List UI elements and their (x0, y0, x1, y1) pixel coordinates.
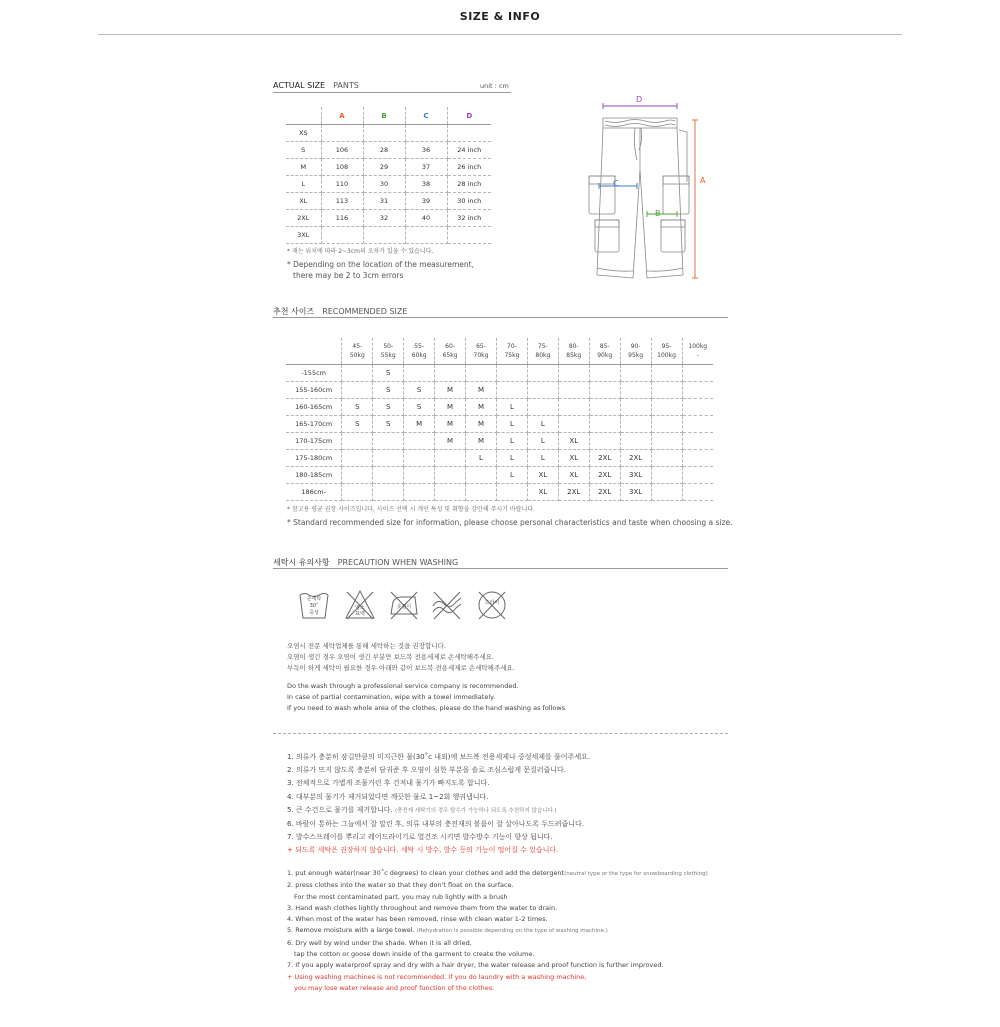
actual-size-table (286, 107, 491, 244)
washing-step-en: 3. Hand wash clothes lightly throughout and remove them from the water to drain. (287, 903, 558, 912)
weight-header-line: 60kg (411, 352, 427, 359)
weight-header-line: 55kg (380, 352, 396, 359)
size-value (363, 125, 405, 142)
rec-size-cell: M (466, 433, 497, 450)
rec-size-cell: M (466, 416, 497, 433)
height-label: 186cm- (286, 484, 342, 501)
weight-header (342, 338, 373, 365)
size-value: 106 (321, 142, 363, 159)
rec-size-cell: M (435, 433, 466, 450)
rec-header-blank (286, 338, 342, 365)
size-column-header: B (363, 107, 405, 125)
no-wring-icon (430, 588, 464, 622)
rec-size-cell (651, 433, 682, 450)
rec-size-cell: S (342, 399, 373, 416)
washing-separator (273, 733, 728, 734)
weight-header-line: 90- (630, 343, 641, 350)
size-column-header: C (405, 107, 447, 125)
rec-size-cell (558, 399, 589, 416)
size-value: 113 (321, 193, 363, 210)
weight-header (404, 338, 435, 365)
height-label: -155cm (286, 365, 342, 382)
weight-header-line: - (696, 352, 699, 359)
no-chlorine-bleach-icon (343, 588, 377, 622)
washing-step-kr: 3. 전체적으로 가볍게 조물거린 후 건져내 물기가 빠지도록 합니다. (287, 779, 490, 788)
weight-header (527, 338, 558, 365)
rec-size-cell (589, 382, 620, 399)
washing-intro-en-line: If you need to wash whole area of the clothes, please do the hand washing as follows (287, 704, 566, 712)
weight-header (620, 338, 651, 365)
hand-wash-label-1: 손세탁 (306, 596, 322, 602)
rec-size-cell: S (404, 399, 435, 416)
weight-header-line: 45- (352, 343, 363, 350)
rec-size-cell (651, 467, 682, 484)
washing-steps-kr (287, 751, 590, 858)
rec-size-cell: XL (527, 484, 558, 501)
rec-size-cell (466, 467, 497, 484)
size-note-en (287, 259, 474, 281)
rec-size-cell (527, 382, 558, 399)
size-note-en-line1: * Depending on the location of the measurement, (287, 260, 474, 269)
rec-size-cell (589, 433, 620, 450)
size-value: 26 inch (447, 159, 491, 176)
dry-clean-label-1: 드라이 (484, 600, 500, 606)
no-dry-clean-icon (475, 588, 509, 622)
size-row (286, 142, 491, 159)
height-label: 160-165cm (286, 399, 342, 416)
rec-size-cell (682, 484, 713, 501)
size-value: 28 (363, 142, 405, 159)
rec-size-cell: S (373, 399, 404, 416)
rec-size-cell: L (496, 450, 527, 467)
weight-header-line: 85kg (566, 352, 582, 359)
rec-size-cell: L (496, 416, 527, 433)
actual-size-title (273, 81, 359, 90)
size-value: 31 (363, 193, 405, 210)
rec-row (286, 399, 713, 416)
rec-size-cell: M (435, 399, 466, 416)
rec-size-cell (651, 399, 682, 416)
washing-step-kr-5 (287, 804, 590, 818)
rec-size-cell: L (527, 416, 558, 433)
height-label: 165-170cm (286, 416, 342, 433)
washing-step-kr: 2. 의류가 뜨지 않도록 충분히 담궈준 후 오염이 심한 부분을 솔로 조심스럽게 문질러줍니다. (287, 766, 567, 775)
size-value: 108 (321, 159, 363, 176)
size-value: 24 inch (447, 142, 491, 159)
diagram-label-a: A (700, 176, 706, 185)
rec-size-cell: S (404, 382, 435, 399)
weight-header-line: 95kg (628, 352, 644, 359)
weight-header-line: 90kg (597, 352, 613, 359)
washing-step-en: For the most contaminated part, you may rub lightly with a brush (294, 892, 508, 901)
actual-size-subtitle: PANTS (333, 81, 359, 90)
rec-size-cell (682, 467, 713, 484)
rec-row (286, 467, 713, 484)
rec-size-cell (620, 399, 651, 416)
washing-intro-kr-line: 부득이 하게 세탁이 필요한 경우 아래와 같이 보드복 전용세제로 손세탁해주세요. (287, 664, 515, 672)
iron-label-1: 옷걸이 (396, 604, 412, 610)
rec-size-cell (527, 365, 558, 382)
size-note-en-line2: there may be 2 to 3cm errors (293, 271, 404, 280)
rec-size-cell (404, 365, 435, 382)
weight-header-line: 70kg (473, 352, 489, 359)
height-label: 170-175cm (286, 433, 342, 450)
rec-size-cell: 3XL (620, 484, 651, 501)
rec-size-cell (373, 450, 404, 467)
rec-size-cell: XL (558, 433, 589, 450)
size-value (321, 125, 363, 142)
size-label: M (286, 159, 321, 176)
size-value (405, 125, 447, 142)
rec-row (286, 365, 713, 382)
washing-step-en: 2. press clothes into the water so that they don't float on the surface. (287, 881, 514, 890)
size-row (286, 125, 491, 142)
rec-size-cell (558, 365, 589, 382)
weight-header-line: 75- (537, 343, 548, 350)
rec-size-cell: L (466, 450, 497, 467)
rec-size-cell: XL (558, 467, 589, 484)
rec-size-cell (435, 467, 466, 484)
size-value: 37 (405, 159, 447, 176)
rec-size-cell (373, 433, 404, 450)
washing-warning-en-2: you may lose water release and proof function of the clothes. (294, 983, 495, 992)
rec-size-cell: 2XL (620, 450, 651, 467)
size-value: 29 (363, 159, 405, 176)
weight-header-line: 100kg (688, 343, 708, 350)
size-value (363, 227, 405, 244)
rec-size-cell: L (496, 399, 527, 416)
rec-size-cell (435, 484, 466, 501)
size-value (405, 227, 447, 244)
rec-size-cell (651, 484, 682, 501)
size-label: S (286, 142, 321, 159)
size-value: 116 (321, 210, 363, 227)
weight-header-line: 65kg (442, 352, 458, 359)
hand-wash-label-2: 30˚ (309, 603, 319, 609)
size-label: 2XL (286, 210, 321, 227)
rec-size-cell (651, 416, 682, 433)
washing-step-en: 6. Dry well by wind under the shade. When it is all dried, (287, 938, 472, 947)
bleach-label-1: 염소 (355, 605, 365, 611)
height-label: 175-180cm (286, 450, 342, 467)
hand-wash-label-3: 중성 (309, 610, 319, 616)
rec-size-cell (620, 382, 651, 399)
recommended-note-en: * Standard recommended size for information, please choose personal characteristics and taste when choosing a size. (287, 518, 733, 527)
rec-size-cell (466, 484, 497, 501)
size-value: 39 (405, 193, 447, 210)
size-value (447, 227, 491, 244)
rec-size-cell (620, 416, 651, 433)
size-value (321, 227, 363, 244)
washing-step-kr: 1. 의류가 충분히 잠길만큼의 미지근한 물(30˚c 내외)에 보드복 전용세제나 중성세제를 풀어주세요. (287, 753, 591, 761)
rec-size-cell (342, 382, 373, 399)
weight-header-line: 100kg (657, 352, 676, 359)
rec-size-cell (682, 399, 713, 416)
rec-size-cell: M (466, 382, 497, 399)
actual-size-heading: ACTUAL SIZE (273, 81, 326, 90)
rec-size-cell: S (373, 416, 404, 433)
weight-header-line: 70- (507, 343, 517, 350)
rec-size-cell (466, 365, 497, 382)
rec-size-cell (342, 484, 373, 501)
size-column-header: A (321, 107, 363, 125)
rec-size-cell (342, 365, 373, 382)
size-value: 110 (321, 176, 363, 193)
rec-size-cell: M (466, 399, 497, 416)
size-value: 32 inch (447, 210, 491, 227)
pants-diagram (575, 90, 715, 290)
washing-step-kr-5-note: (충전재 세탁기의 경우 탈수가 가능하나 되도록 추천하지 않습니다.) (394, 807, 557, 814)
rec-size-cell (682, 382, 713, 399)
size-row (286, 159, 491, 176)
washing-intro-en-line: In case of partial contamination, wipe with a towel immediately. (287, 693, 496, 701)
diagram-label-d: D (636, 95, 643, 104)
washing-step-en-1 (287, 868, 708, 880)
header-divider (98, 34, 902, 35)
rec-size-cell: L (496, 433, 527, 450)
rec-row (286, 416, 713, 433)
washing-step-en: 4. When most of the water has been removed, rinse with clean water 1-2 times. (287, 915, 548, 924)
rec-size-cell: L (527, 433, 558, 450)
weight-header-line: 80kg (535, 352, 551, 359)
washing-steps-en (287, 868, 708, 994)
rec-size-cell (404, 467, 435, 484)
bleach-label-2: 표백 (355, 611, 365, 617)
rec-size-cell (496, 365, 527, 382)
recommended-note-kr: * 참고용 평균 권장 사이즈입니다, 사이즈 선택 시 개인 특성 및 취향을 감안해 주시기 바랍니다. (287, 506, 535, 513)
size-value: 36 (405, 142, 447, 159)
weight-header (496, 338, 527, 365)
size-value: 40 (405, 210, 447, 227)
size-label: 3XL (286, 227, 321, 244)
rec-size-cell (589, 399, 620, 416)
washing-step-en-5-note: (Rehydration is possible depending on the type of washing machine.) (416, 928, 608, 935)
rec-size-cell (404, 484, 435, 501)
rec-size-cell (620, 365, 651, 382)
washing-intro-kr (287, 641, 515, 674)
recommended-size-table (286, 338, 713, 501)
weight-header (682, 338, 713, 365)
height-label: 155-160cm (286, 382, 342, 399)
washing-step-en-1-text: 1. put enough water(near 30˚c degrees) to clean your clothes and add the detergent (287, 869, 565, 877)
rec-size-cell (651, 365, 682, 382)
size-label: L (286, 176, 321, 193)
rec-row (286, 484, 713, 501)
hand-wash-30-icon (297, 588, 331, 622)
size-value: 28 inch (447, 176, 491, 193)
rec-size-cell (651, 450, 682, 467)
diagram-label-b: B (655, 209, 661, 218)
washing-step-en-5-text: 5. Remove moisture with a large towel. (287, 926, 415, 935)
weight-header (651, 338, 682, 365)
washing-step-kr-5-text: 5. 큰 수건으로 물기를 제거합니다. (287, 805, 393, 814)
weight-header-line: 60- (445, 343, 455, 350)
recommended-heading-kr: 추천 사이즈 (273, 307, 315, 316)
weight-header (589, 338, 620, 365)
rec-size-cell: L (527, 450, 558, 467)
rec-size-cell: S (373, 382, 404, 399)
rec-size-cell (589, 365, 620, 382)
rec-size-cell (558, 382, 589, 399)
rec-row (286, 450, 713, 467)
washing-step-en: tap the cotton or goose down inside of the garment to create the volume. (294, 950, 535, 959)
rec-size-cell (651, 382, 682, 399)
size-value: 32 (363, 210, 405, 227)
diagram-label-c: C (613, 179, 619, 188)
rec-size-cell (682, 365, 713, 382)
weight-header (558, 338, 589, 365)
rec-size-cell (620, 433, 651, 450)
washing-step-en-1-note: (neutral type or the type for snowboarding clothing) (564, 871, 708, 877)
size-row (286, 210, 491, 227)
washing-intro-en (287, 681, 565, 714)
rec-size-cell: 2XL (589, 467, 620, 484)
recommended-divider (273, 317, 728, 318)
rec-row (286, 433, 713, 450)
washing-step-en-5 (287, 925, 708, 937)
rec-size-cell (496, 484, 527, 501)
size-row (286, 227, 491, 244)
rec-size-cell (682, 450, 713, 467)
size-column-header: D (447, 107, 491, 125)
actual-size-divider (273, 92, 511, 93)
weight-header-line: 55- (414, 343, 425, 350)
rec-size-cell: 2XL (589, 450, 620, 467)
rec-size-cell (435, 365, 466, 382)
rec-size-cell (558, 416, 589, 433)
rec-size-cell (373, 467, 404, 484)
washing-heading-en: PRECAUTION WHEN WASHING (337, 558, 459, 567)
size-row (286, 176, 491, 193)
rec-size-cell (435, 450, 466, 467)
weight-header-line: 50kg (349, 352, 365, 359)
weight-header (435, 338, 466, 365)
washing-step-en: 7. If you apply waterproof spray and dry with a hair dryer, the water release and proof function is further improved. (287, 961, 664, 970)
rec-size-cell: S (342, 416, 373, 433)
washing-intro-kr-line: 오염이 생긴 경우 오염이 생긴 부분만 보드복 전용세제로 손세탁해주세요. (287, 653, 494, 661)
rec-size-cell: M (404, 416, 435, 433)
no-iron-icon (387, 588, 421, 622)
rec-size-cell: M (435, 416, 466, 433)
weight-header-line: 95- (661, 343, 672, 350)
rec-size-cell (342, 450, 373, 467)
rec-size-cell: 2XL (589, 484, 620, 501)
washing-heading-kr: 세탁시 유의사항 (273, 558, 330, 567)
washing-divider (273, 568, 728, 569)
rec-size-cell: S (373, 365, 404, 382)
size-label: XL (286, 193, 321, 210)
size-value: 38 (405, 176, 447, 193)
weight-header-line: 65- (476, 343, 486, 350)
size-label: XS (286, 125, 321, 142)
recommended-title (273, 306, 407, 317)
rec-row (286, 382, 713, 399)
size-value (447, 125, 491, 142)
washing-step-kr: 4. 대부분의 물기가 제거되었다면 깨끗한 물로 1~2회 헹궈냅니다. (287, 792, 489, 801)
washing-warning-kr: + 되도록 세탁은 권장하지 않습니다. 세탁 시 방수, 발수 등의 기능이 떨어질 수 있습니다. (287, 846, 559, 855)
rec-size-cell: 2XL (558, 484, 589, 501)
washing-intro-en-line: Do the wash through a professional service company is recommended. (287, 682, 519, 690)
washing-title (273, 557, 458, 568)
size-row (286, 193, 491, 210)
size-value: 30 (363, 176, 405, 193)
rec-size-cell (342, 433, 373, 450)
rec-size-cell (373, 484, 404, 501)
rec-size-cell: L (496, 467, 527, 484)
recommended-heading-en: RECOMMENDED SIZE (322, 307, 408, 316)
washing-intro-kr-line: 오염시 전문 세탁업체를 통해 세탁하는 것을 권장합니다. (287, 642, 446, 650)
weight-header-line: 85- (599, 343, 610, 350)
rec-size-cell (682, 416, 713, 433)
rec-size-cell (404, 450, 435, 467)
size-note-kr: * 재는 위치에 따라 2~3cm의 오차가 있을 수 있습니다. (287, 248, 434, 255)
size-value: 30 inch (447, 193, 491, 210)
rec-size-cell: 3XL (620, 467, 651, 484)
rec-size-cell (527, 399, 558, 416)
page-title: SIZE & INFO (459, 10, 541, 23)
size-header-blank (286, 107, 321, 125)
height-label: 180-185cm (286, 467, 342, 484)
unit-label: unit : cm (480, 82, 509, 90)
rec-size-cell (589, 416, 620, 433)
weight-header-line: 75kg (504, 352, 520, 359)
rec-size-cell (496, 382, 527, 399)
rec-size-cell (342, 467, 373, 484)
weight-header (373, 338, 404, 365)
washing-step-kr: 7. 발수스프레이를 뿌리고 레어드라이기로 열건조 시키면 발수방수 기능이 향상 됩니다. (287, 833, 553, 842)
weight-header (466, 338, 497, 365)
rec-size-cell: XL (527, 467, 558, 484)
rec-size-cell: M (435, 382, 466, 399)
weight-header-line: 50- (383, 343, 394, 350)
weight-header-line: 80- (568, 343, 579, 350)
rec-size-cell: XL (558, 450, 589, 467)
washing-warning-en-1: + Using washing machines is not recommended. If you do laundry with a washing machine, (287, 972, 587, 981)
rec-size-cell (404, 433, 435, 450)
rec-size-cell (682, 433, 713, 450)
washing-step-kr: 6. 바람이 통하는 그늘에서 잘 말린 후, 의류 내부의 충전재의 볼륨이 잘 살아나도록 두드려줍니다. (287, 820, 585, 829)
